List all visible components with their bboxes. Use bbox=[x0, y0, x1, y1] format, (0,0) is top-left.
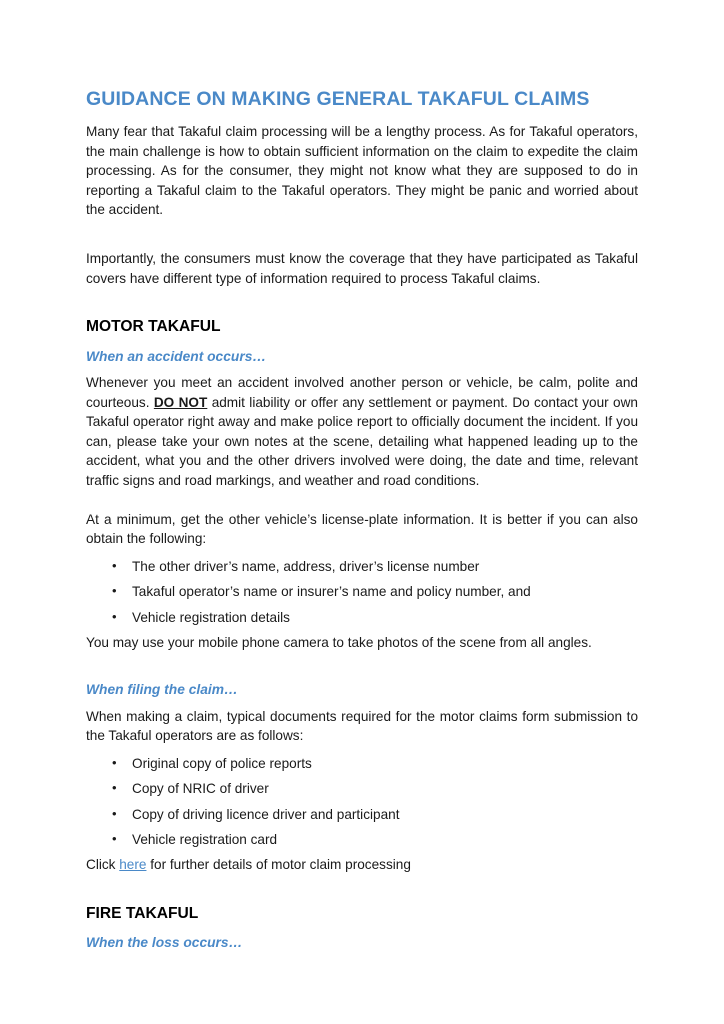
list-item: • Vehicle registration card bbox=[86, 830, 638, 849]
spacer bbox=[86, 875, 638, 905]
photos-paragraph: You may use your mobile phone camera to take photos of the scene from all angles. bbox=[86, 634, 592, 650]
intro-paragraph-2: Importantly, the consumers must know the coverage that they have participated as Takaful covers have different type of information required to process Takaful claims. bbox=[86, 251, 638, 286]
spacer bbox=[86, 365, 638, 373]
motor-claim-details-link[interactable]: here bbox=[119, 857, 147, 873]
spacer bbox=[86, 746, 638, 754]
accident-paragraph-part-a: Whenever you meet an accident involved another person or vehicle, be calm, polite and courteous. bbox=[86, 375, 638, 410]
minimum-info-paragraph: At a minimum, get the other vehicle’s license-plate information. It is better if you can also obtain the following: bbox=[86, 511, 638, 547]
spacer bbox=[86, 490, 638, 510]
sub-heading-loss-occurs: When the loss occurs… bbox=[86, 935, 243, 951]
motor-claim-link-paragraph bbox=[86, 855, 638, 874]
sub-heading-accident-occurs: When an accident occurs… bbox=[86, 348, 267, 364]
link-prefix-text: Click bbox=[86, 857, 116, 873]
intro-paragraph-1: Many fear that Takaful claim processing will be a lengthy process. As for Takaful operators, the main challenge is how to obtain sufficient information on the claim to expedite the claim processing. As for the consumer, they might not know what they are supposed to do in reporting a Takaful claim to the Takaful operators. They might be panic and worried about the accident. bbox=[86, 124, 638, 218]
spacer bbox=[86, 923, 638, 935]
link-suffix-text: for further details of motor claim processing bbox=[150, 857, 411, 873]
spacer bbox=[86, 219, 638, 249]
section-heading-motor: MOTOR TAKAFUL bbox=[86, 318, 221, 336]
spacer bbox=[86, 699, 638, 707]
list-item: • Copy of driving licence driver and participant bbox=[86, 805, 638, 824]
spacer bbox=[86, 337, 638, 349]
page-title: GUIDANCE ON MAKING GENERAL TAKAFUL CLAIMS bbox=[86, 88, 590, 110]
spacer bbox=[86, 652, 638, 682]
accident-paragraph bbox=[86, 373, 638, 489]
sub-heading-filing-claim: When filing the claim… bbox=[86, 682, 238, 698]
list-item: • Copy of NRIC of driver bbox=[86, 779, 638, 798]
filing-claim-bullet-list bbox=[86, 754, 638, 850]
list-item: • Takaful operator’s name or insurer’s name and policy number, and bbox=[86, 582, 638, 601]
accident-paragraph-part-b: admit liability or offer any settlement or payment. Do contact your own Takaful operator right away and make police report to officially document the incident. If you can, please take your own notes at the scene, detailing what happened leading up to the accident, what you and the other drivers involved were doing, the date and time, relevant traffic signs and road markings, and weather and road conditions. bbox=[86, 394, 638, 488]
section-heading-fire: FIRE TAKAFUL bbox=[86, 904, 199, 922]
accident-bullet-list bbox=[86, 557, 638, 627]
emphasis-do-not: DO NOT bbox=[153, 394, 208, 410]
filing-claim-paragraph: When making a claim, typical documents required for the motor claims form submission to the Takaful operators are as follows: bbox=[86, 708, 638, 744]
list-item: • Original copy of police reports bbox=[86, 754, 638, 773]
list-item: • The other driver’s name, address, driver’s license number bbox=[86, 557, 638, 576]
spacer bbox=[86, 549, 638, 557]
spacer bbox=[86, 288, 638, 318]
list-item: • Vehicle registration details bbox=[86, 608, 638, 627]
